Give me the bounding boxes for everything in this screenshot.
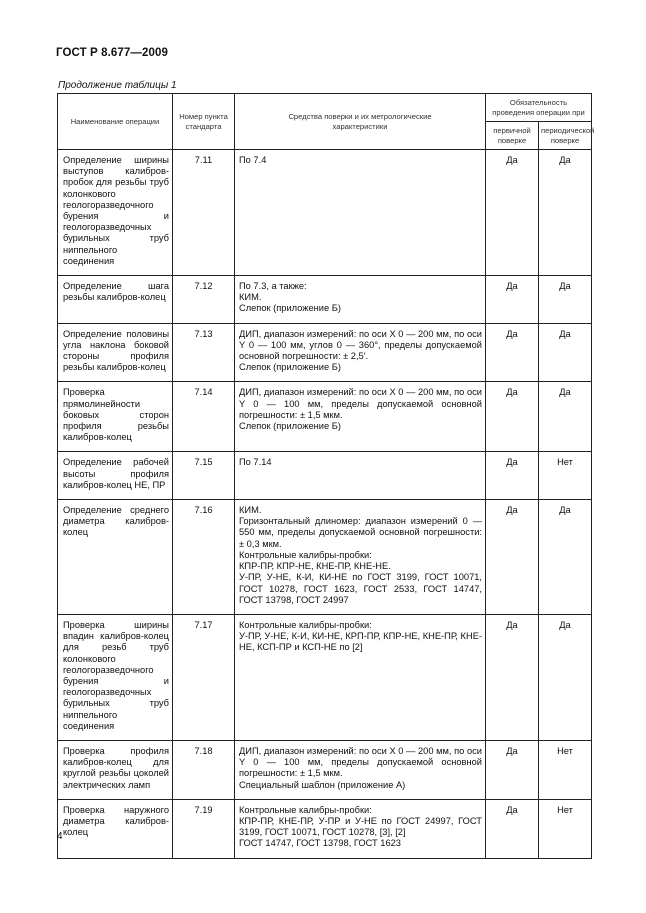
verification-means <box>235 323 486 382</box>
table-row <box>58 500 592 615</box>
page-number: 4 <box>57 831 63 842</box>
clause-number: 7.17 <box>173 614 235 740</box>
operation-name: Определение половины угла наклона боковой стороны профиля резьбы калибров-колец <box>58 323 173 382</box>
means-line: Контрольные калибры-пробки: <box>239 549 372 560</box>
means-line: КПР-ПР, КНЕ-ПР, У-ПР и У-НЕ по ГОСТ 24997, ГОСТ 3199, ГОСТ 10071, ГОСТ 10278, [3], [2] <box>239 815 482 838</box>
verification-means <box>235 614 486 740</box>
primary-verification: Да <box>486 276 539 324</box>
clause-number: 7.12 <box>173 276 235 324</box>
means-line: Контрольные калибры-пробки: <box>239 804 372 815</box>
primary-verification: Да <box>486 323 539 382</box>
verification-means <box>235 452 486 500</box>
operation-name: Определение шага резьбы калибров-колец <box>58 276 173 324</box>
operation-name: Определение ширины выступов калибров-пробок для резьбы труб колонкового геологоразведочного бурения и геологоразведочных бурильных труб ниппельного соединения <box>58 150 173 276</box>
primary-verification: Да <box>486 382 539 452</box>
table-row <box>58 452 592 500</box>
periodic-verification: Да <box>539 150 592 276</box>
header-means: Средства поверки и их метрологические характеристики <box>235 94 486 150</box>
verification-means <box>235 382 486 452</box>
document-title: ГОСТ Р 8.677—2009 <box>56 47 168 59</box>
clause-number: 7.11 <box>173 150 235 276</box>
means-line: У-ПР, У-НЕ, К-И, КИ-НЕ, КРП-ПР, КПР-НЕ, КНЕ-ПР, КНЕ-НЕ, КСП-ПР и КСП-НЕ по [2] <box>239 631 482 653</box>
periodic-verification: Нет <box>539 452 592 500</box>
primary-verification: Да <box>486 614 539 740</box>
periodic-verification: Да <box>539 323 592 382</box>
periodic-verification: Нет <box>539 799 592 858</box>
means-line: Слепок (приложение Б) <box>239 421 341 432</box>
table-row <box>58 614 592 740</box>
table-row <box>58 323 592 382</box>
verification-means <box>235 799 486 858</box>
table-row <box>58 799 592 858</box>
means-line: КИМ. <box>239 292 262 303</box>
clause-number: 7.15 <box>173 452 235 500</box>
means-line: Специальный шаблон (приложение А) <box>239 779 406 790</box>
periodic-verification: Нет <box>539 740 592 799</box>
primary-verification: Да <box>486 799 539 858</box>
periodic-verification: Да <box>539 276 592 324</box>
verification-means <box>235 740 486 799</box>
primary-verification: Да <box>486 500 539 615</box>
operation-name: Проверка ширины впадин калибров-колец для резьб труб колонкового геологоразведочного бурения и геологоразведочных бурильных труб ниппельного соединения <box>58 614 173 740</box>
verification-means <box>235 500 486 615</box>
means-line: Контрольные калибры-пробки: <box>239 619 372 630</box>
primary-verification: Да <box>486 452 539 500</box>
header-periodic: периодической поверке <box>539 122 592 150</box>
means-line: Слепок (приложение Б) <box>239 362 341 373</box>
clause-number: 7.16 <box>173 500 235 615</box>
means-line: КПР-ПР, КПР-НЕ, КНЕ-ПР, КНЕ-НЕ. <box>239 561 391 572</box>
means-line: ГОСТ 14747, ГОСТ 13798, ГОСТ 1623 <box>239 838 401 849</box>
table-body <box>58 150 592 859</box>
means-line: У-ПР, У-НЕ, К-И, КИ-НЕ по ГОСТ 3199, ГОСТ 10071, ГОСТ 10278, ГОСТ 1623, ГОСТ 2533, ГОСТ 14747, ГОСТ 13798, ГОСТ 24997 <box>239 572 482 605</box>
header-primary: первичной поверке <box>486 122 539 150</box>
means-line: ДИП, диапазон измерений: по оси X 0 — 200 мм, по оси Y 0 — 100 мм, пределы допускаемой основной погрешности: ± 1,5 мкм. <box>239 745 482 779</box>
means-line: По 7.3, а также: <box>239 281 307 292</box>
periodic-verification: Да <box>539 382 592 452</box>
table-continuation-label: Продолжение таблицы 1 <box>58 80 177 91</box>
clause-number: 7.14 <box>173 382 235 452</box>
operation-name: Проверка прямолинейности боковых сторон профиля резьбы калибров-колец <box>58 382 173 452</box>
clause-number: 7.18 <box>173 740 235 799</box>
operation-name: Проверка профиля калибров-колец для круглой резьбы цоколей электрических ламп <box>58 740 173 799</box>
clause-number: 7.19 <box>173 799 235 858</box>
means-line: КИМ. <box>239 505 262 516</box>
means-line: Слепок (приложение Б) <box>239 303 341 314</box>
table-row <box>58 382 592 452</box>
periodic-verification: Да <box>539 500 592 615</box>
table-row <box>58 276 592 324</box>
header-mandatory: Обязательность проведения операции при <box>486 94 592 122</box>
header-clause: Номер пункта стандарта <box>173 94 235 150</box>
means-line: ДИП, диапазон измерений: по оси X 0 — 200 мм, по оси Y 0 — 100 мм, углов 0 — 360°, пределы допускаемой основной погрешности: ± 2,5′. <box>239 328 482 362</box>
clause-number: 7.13 <box>173 323 235 382</box>
operation-name: Определение среднего диаметра калибров-колец <box>58 500 173 615</box>
table-row <box>58 740 592 799</box>
primary-verification: Да <box>486 150 539 276</box>
verification-table <box>57 93 595 859</box>
operation-name: Проверка наружного диаметра калибров-колец <box>58 799 173 858</box>
primary-verification: Да <box>486 740 539 799</box>
table-row <box>58 150 592 276</box>
periodic-verification: Да <box>539 614 592 740</box>
means-line: По 7.14 <box>239 457 272 468</box>
verification-means <box>235 150 486 276</box>
header-operation: Наименование операции <box>58 94 173 150</box>
means-line: ДИП, диапазон измерений: по оси X 0 — 200 мм, по оси Y 0 — 100 мм, пределы допускаемой основной погрешности: ± 1,5 мкм. <box>239 387 482 420</box>
means-line: Горизонтальный длиномер: диапазон измерений 0 — 550 мм, пределы допускаемой основной погрешности: ± 0,3 мкм. <box>239 516 482 549</box>
operation-name: Определение рабочей высоты профиля калибров-колец НЕ, ПР <box>58 452 173 500</box>
verification-means <box>235 276 486 324</box>
means-line: По 7.4 <box>239 155 267 165</box>
